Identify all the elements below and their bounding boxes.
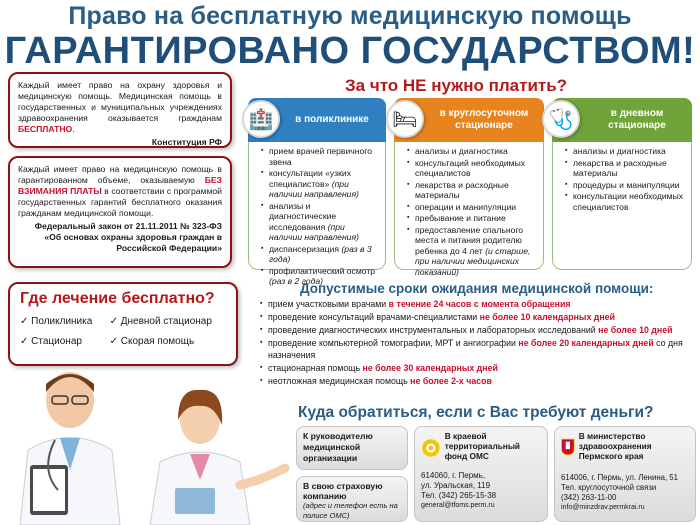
waiting-title: Допустимые сроки ожидания медицинской помощи:: [300, 281, 654, 296]
law-quote-box: [8, 156, 232, 268]
service-item: ▪ лекарства и расходные материалы: [565, 158, 685, 179]
service-item: ▪ операции и манипуляции: [407, 202, 537, 213]
law-source: Федеральный закон от 21.11.2011 № 323-ФЗ «Об основах охраны здоровья граждан в Российской Федерации»: [34, 221, 222, 253]
contact-oms-fund: В краевой территориальный фонд ОМС 614060, г. Пермь, ул. Уральская, 119 Тел. (342) 265-15-38 general@tfoms.perm.ru: [414, 426, 548, 522]
perm-krai-coat-of-arms-icon: [561, 431, 575, 463]
poster-title-line1: Право на бесплатную медицинскую помощь: [68, 2, 632, 30]
check-icon: ✓: [109, 316, 118, 327]
ministry-title: В министерство здравоохранения Пермского края: [578, 431, 652, 461]
hospital-building-icon: 🏥: [242, 100, 280, 138]
stethoscope-icon: 🩺: [542, 100, 580, 138]
where-free-item: ✓ Поликлиника: [20, 316, 93, 327]
waiting-item: ▪ прием участковыми врачами в течение 24 часов с момента обращения: [260, 298, 696, 310]
contact-insurance: В свою страховую компанию (адрес и телефон есть на полисе ОМС): [296, 476, 408, 522]
hospital-services-list: [394, 142, 544, 277]
constitution-text: Каждый имеет право на охрану здоровья и медицинскую помощь. Медицинская помощь в государственных и муниципальных учреждениях здравоохранения оказывается гражданам БЕСПЛАТНО.: [18, 80, 222, 134]
service-item: ▪ пребывание и питание: [407, 213, 537, 224]
waiting-list: [260, 298, 696, 388]
waiting-item: ▪ проведение консультаций врачами-специалистами не более 10 календарных дней: [260, 311, 696, 323]
service-item: ▪ профилактический осмотр (раз в 2 года): [261, 266, 379, 287]
service-item: ▪ прием врачей первичного звена: [261, 146, 379, 167]
constitution-quote-box: [8, 72, 232, 148]
tab-day-hospital: в дневном стационаре: [552, 98, 692, 142]
where-free-item: ✓ Стационар: [20, 336, 82, 347]
service-item: ▪ консультаций необходимых специалистов: [407, 158, 537, 179]
waiting-item: ▪ стационарная помощь не более 30 календарных дней: [260, 362, 696, 374]
service-item: ▪ анализы и диагностические исследования (при наличии направления): [261, 201, 379, 243]
tab-round-clock-hospital: в круглосуточном стационаре: [394, 98, 544, 142]
service-item: ▪ анализы и диагностика: [565, 146, 685, 157]
check-icon: ✓: [20, 336, 29, 347]
poster-title-line2: ГАРАНТИРОВАНО ГОСУДАРСТВОМ!: [4, 30, 696, 72]
waiting-item: ▪ проведение компьютерной томографии, МРТ и ангиографии не более 20 календарных дней со дня назначения: [260, 337, 696, 361]
where-free-item: ✓ Скорая помощь: [109, 336, 195, 347]
oms-fund-logo-icon: [421, 431, 441, 465]
check-icon: ✓: [109, 336, 118, 347]
where-free-box: [8, 282, 238, 366]
contact-ministry: В министерство здравоохранения Пермского края 614006, г. Пермь, ул. Ленина, 51 Тел. круглосуточной связи (342) 263-11-00 info@minzdrav.permkrai.ru: [554, 426, 696, 522]
check-icon: ✓: [20, 316, 29, 327]
day-hospital-services-list: [552, 142, 692, 270]
where-free-list: [20, 316, 226, 347]
service-item: ▪ диспансеризация (раз в 3 года): [261, 244, 379, 265]
oms-fund-title: В краевой территориальный фонд ОМС: [444, 431, 521, 461]
contact-head-org: К руководителю медицинской организации: [296, 426, 408, 470]
hospital-bed-icon: 🛏: [386, 100, 424, 138]
waiting-item: ▪ неотложная медицинская помощь не более 2-х часов: [260, 375, 696, 387]
service-item: ▪ предоставление спального места и питания родителю ребенка до 4 лет (и старше, при наличии медицинских показаний): [407, 225, 537, 278]
where-free-item: ✓ Дневной стационар: [109, 316, 212, 327]
polyclinic-services-list: [248, 142, 386, 286]
free-services-title: За что НЕ нужно платить?: [345, 76, 568, 95]
tab-polyclinic: в поликлинике: [248, 98, 386, 142]
doctors-illustration: [0, 370, 290, 525]
constitution-source: Конституция РФ: [151, 137, 222, 147]
service-item: ▪ лекарства и расходные материалы: [407, 180, 537, 201]
service-item: ▪ анализы и диагностика: [407, 146, 537, 157]
where-free-title: Где лечение бесплатно?: [20, 290, 215, 307]
service-item: ▪ процедуры и манипуляции: [565, 180, 685, 191]
service-item: ▪ консультации «узких специалистов» (при наличии направления): [261, 168, 379, 200]
waiting-item: ▪ проведение диагностических инструментальных и лабораторных исследований не более 10 дней: [260, 324, 696, 336]
law-text: Каждый имеет право на медицинскую помощь в гарантированном объеме, оказываемую БЕЗ ВЗИМАНИЯ ПЛАТЫ в соответствии с программой государственных гарантий бесплатного оказания гражданам медицинской помощи.: [18, 164, 222, 218]
service-item: ▪ консультации необходимых специалистов: [565, 191, 685, 212]
contacts-title: Куда обратиться, если с Вас требуют деньги?: [298, 404, 654, 421]
